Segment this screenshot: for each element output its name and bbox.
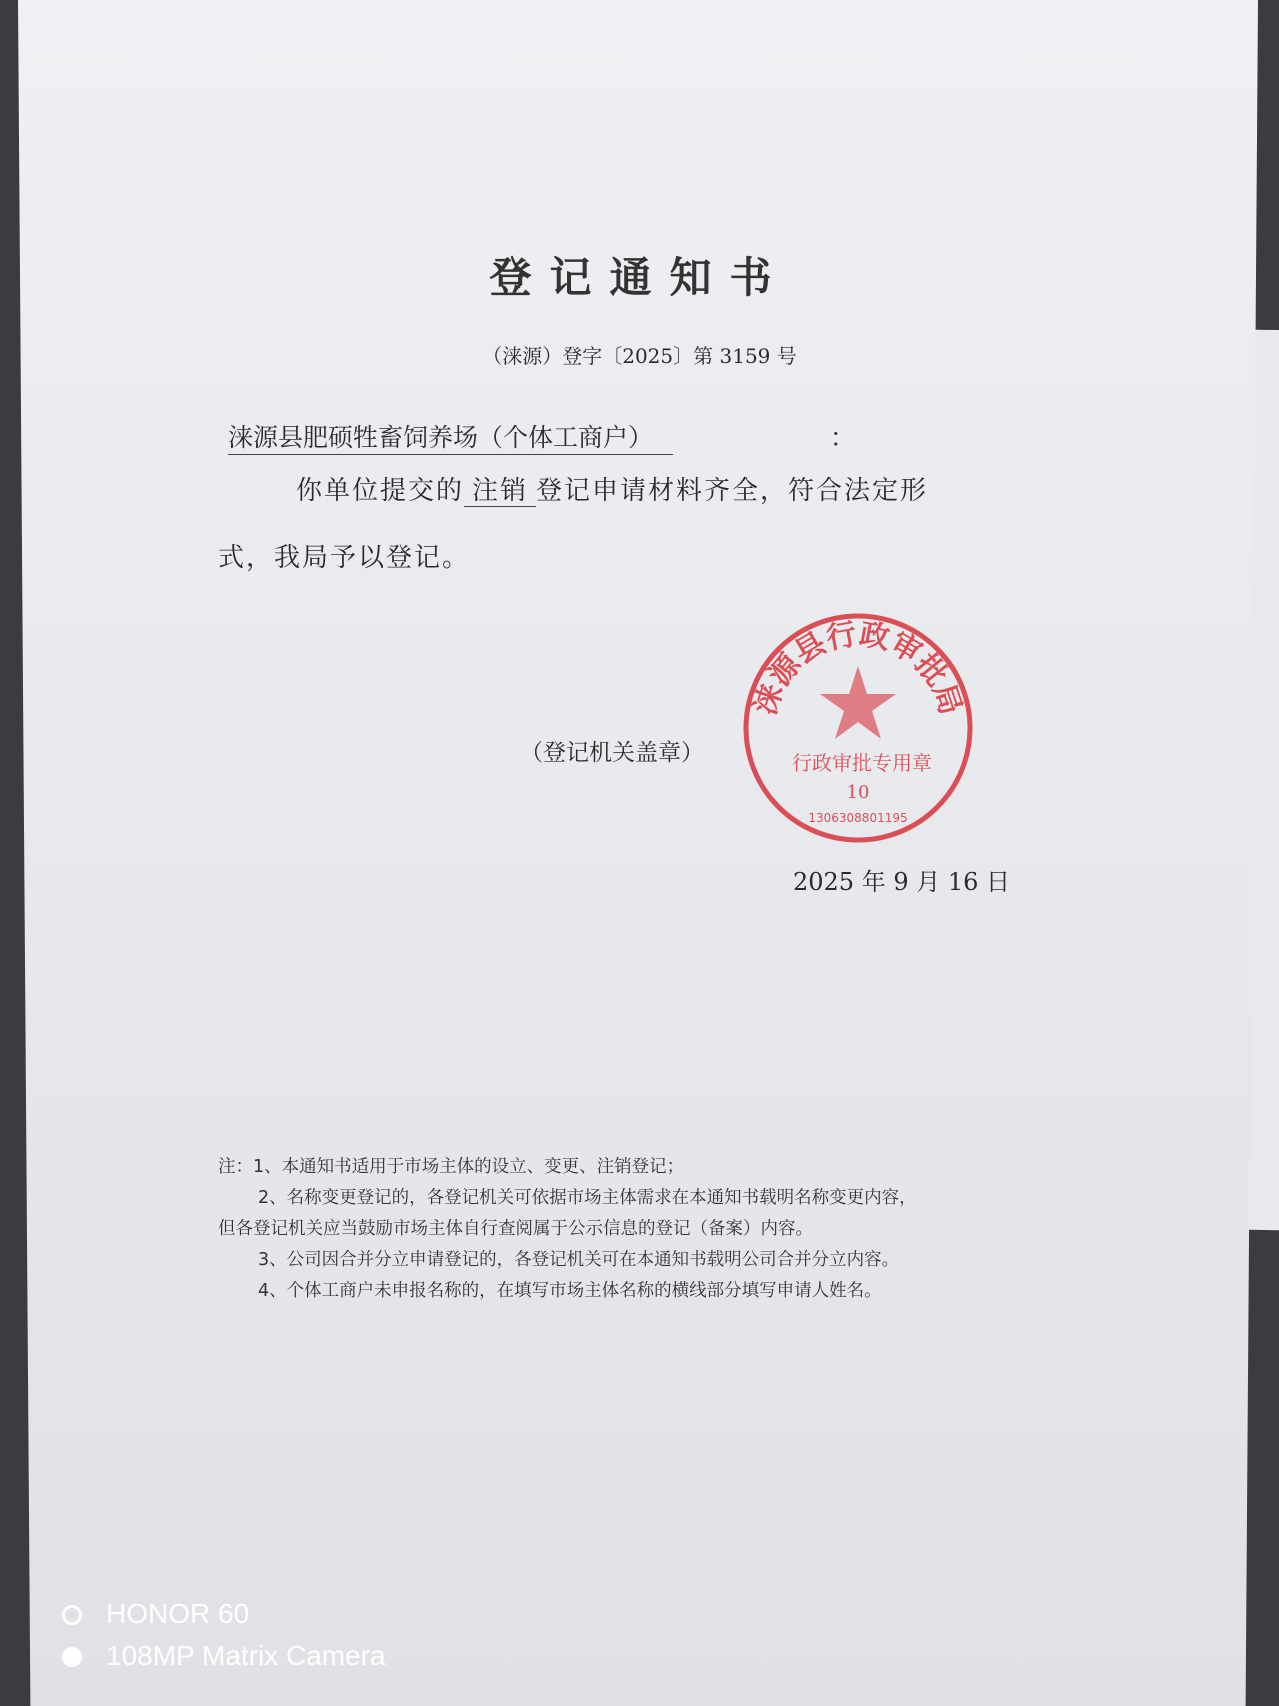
body-suffix: 登记申请材料齐全，符合法定形 xyxy=(536,476,929,506)
seal-star-icon xyxy=(820,666,896,739)
document-title: 登记通知书 xyxy=(489,253,790,302)
body-line-1 xyxy=(296,470,928,507)
body-line-2: 式，我局予以登记。 xyxy=(218,543,471,573)
camera-model: HONOR 60 xyxy=(106,1598,250,1629)
camera-watermark-spec xyxy=(62,1640,386,1672)
recipient-colon: ： xyxy=(830,423,856,452)
note-2-cont: 但各登记机关应当鼓励市场主体自行查阅属于公示信息的登记（备案）内容。 xyxy=(218,1219,813,1239)
issue-date: 2025 年 9 月 16 日 xyxy=(793,868,1011,896)
seal-number: 10 xyxy=(846,782,870,803)
note-1: 注：1、本通知书适用于市场主体的设立、变更、注销登记； xyxy=(218,1157,685,1177)
registration-type: 注销 xyxy=(464,476,536,507)
official-seal xyxy=(740,610,976,846)
dot-icon xyxy=(62,1647,82,1667)
seal-caption: （登记机关盖章） xyxy=(520,740,704,766)
notes-section xyxy=(218,1152,917,1307)
recipient-name: 涞源县肥硕牲畜饲养场（个体工商户） xyxy=(228,418,673,455)
seal-inner-text: 行政审批专用章 xyxy=(792,751,932,775)
seal-outer-text: 涞源县行政审批局 xyxy=(747,616,969,720)
note-2: 2、名称变更登记的，各登记机关可依据市场主体需求在本通知书载明名称变更内容， xyxy=(258,1188,917,1208)
camera-watermark-model xyxy=(62,1598,249,1630)
document-number: （涞源）登字〔2025〕第 3159 号 xyxy=(482,344,797,368)
ring-icon xyxy=(62,1605,82,1625)
body-prefix: 你单位提交的 xyxy=(296,476,465,506)
seal-code: 1306308801195 xyxy=(808,811,908,825)
note-3: 3、公司因合并分立申请登记的，各登记机关可在本通知书载明公司合并分立内容。 xyxy=(258,1250,900,1270)
note-4: 4、个体工商户未申报名称的，在填写市场主体名称的横线部分填写申请人姓名。 xyxy=(258,1281,882,1301)
camera-spec: 108MP Matrix Camera xyxy=(106,1640,386,1671)
